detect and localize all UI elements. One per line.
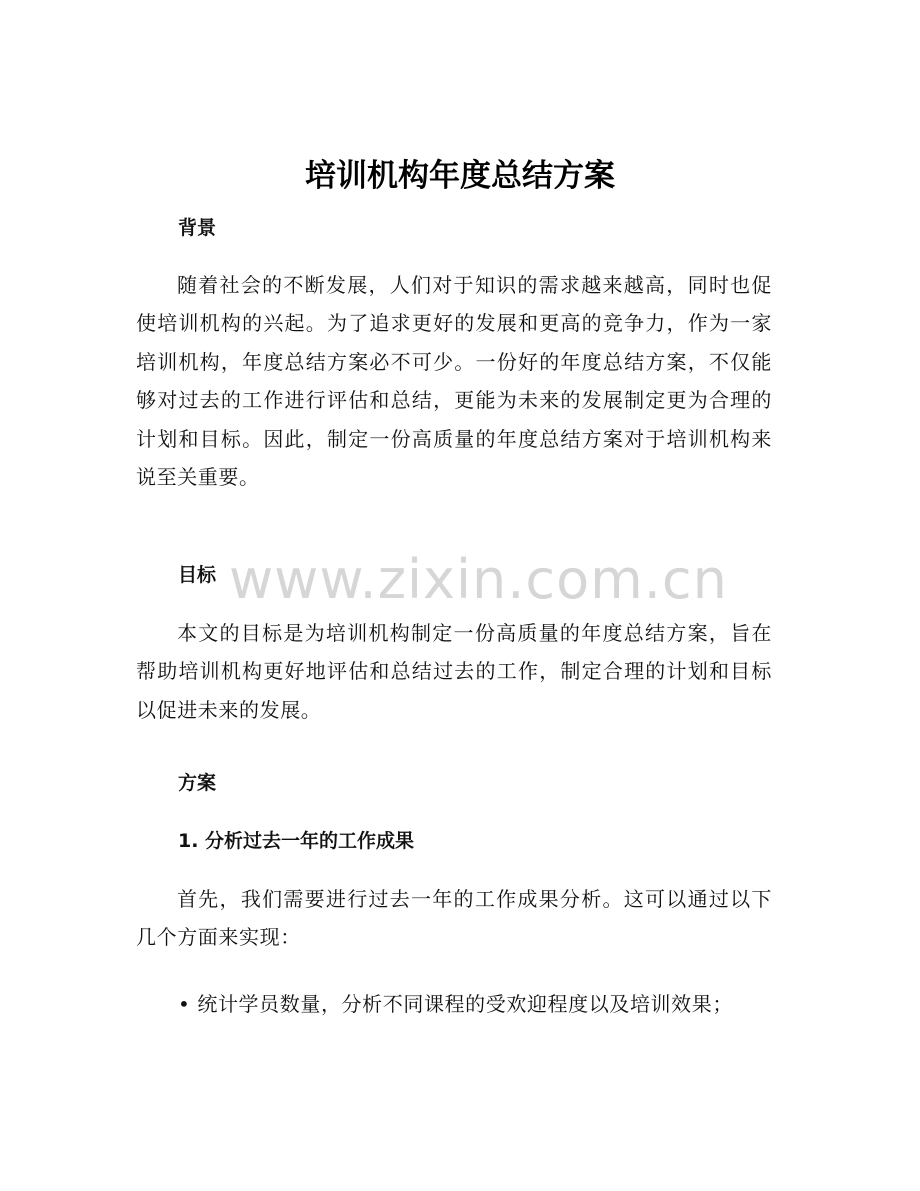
- background-paragraph: 随着社会的不断发展，人们对于知识的需求越来越高，同时也促使培训机构的兴起。为了追求更好的发展和更高的竞争力，作为一家培训机构，年度总结方案必不可少。一份好的年度总结方案，不仅能够对过去的工作进行评估和总结，更能为未来的发展制定更为合理的计划和目标。因此，制定一份高质量的年度总结方案对于培训机构来说至关重要。: [136, 273, 772, 490]
- section-heading-background: 背景: [178, 217, 217, 239]
- document-title: 培训机构年度总结方案: [305, 158, 615, 194]
- section-heading-goal: 目标: [178, 564, 217, 586]
- goal-paragraph: 本文的目标是为培训机构制定一份高质量的年度总结方案，旨在帮助培训机构更好地评估和总结过去的工作，制定合理的计划和目标以促进未来的发展。: [136, 621, 772, 722]
- watermark-text: www.zixin.com.cn: [229, 548, 728, 611]
- plan-subheading: 1. 分析过去一年的工作成果: [178, 830, 415, 852]
- section-heading-plan: 方案: [178, 772, 217, 794]
- plan-paragraph: 首先，我们需要进行过去一年的工作成果分析。这可以通过以下几个方面来实现：: [136, 887, 772, 950]
- plan-bullet-item: • 统计学员数量，分析不同课程的受欢迎程度以及培训效果；: [178, 992, 733, 1016]
